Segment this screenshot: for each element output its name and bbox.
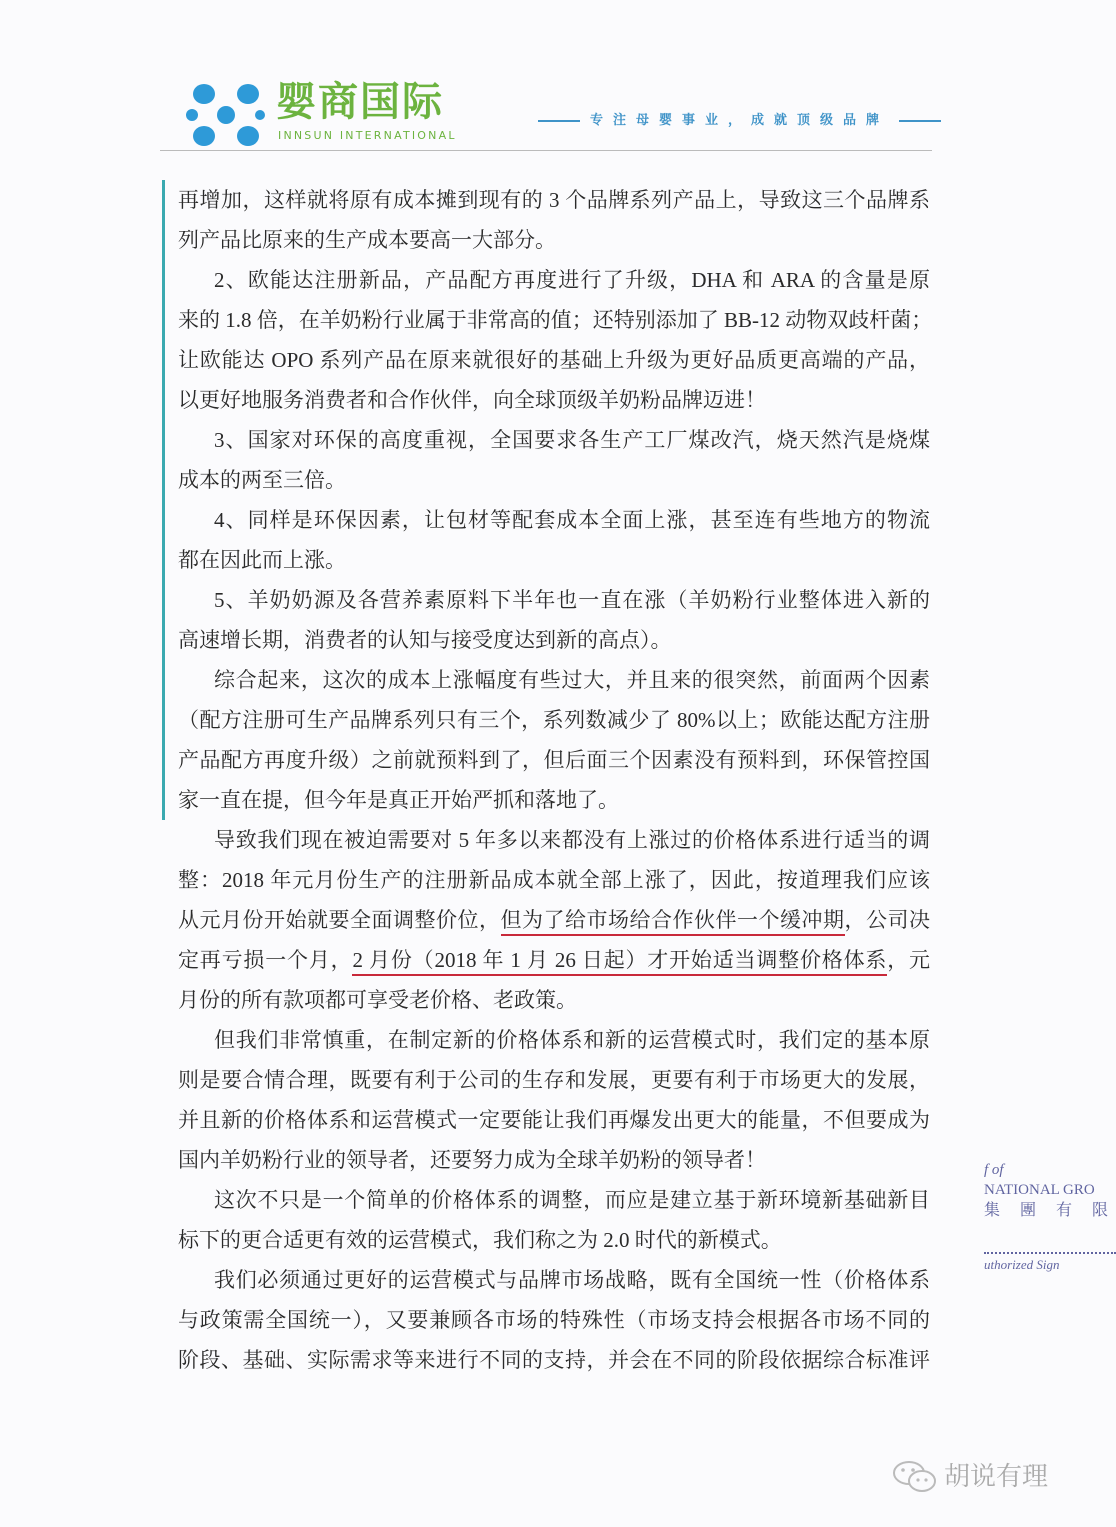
line-text: ，元 — [887, 948, 931, 972]
line-text: 家一直在提，但今年是真正开始严抓和落地了。 — [178, 788, 619, 812]
text-line — [178, 900, 930, 940]
line-text: 都在因此而上涨。 — [178, 548, 346, 572]
line-text: 国内羊奶粉行业的领导者，还要努力成为全球羊奶粉的领导者！ — [178, 1148, 766, 1172]
line-text: 标下的更合适更有效的运营模式，我们称之为 2.0 时代的新模式。 — [178, 1228, 782, 1252]
text-line — [178, 500, 930, 540]
stamp-line: f of — [984, 1162, 1004, 1178]
line-text: 从元月份开始就要全面调整价位， — [178, 908, 501, 932]
line-text: 高速增长期，消费者的认知与接受度达到新的高点）。 — [178, 628, 672, 652]
line-text: 综合起来，这次的成本上涨幅度有些过大，并且来的很突然，前面两个因素 — [214, 668, 930, 692]
line-text: 再增加，这样就将原有成本摊到现有的 3 个品牌系列产品上，导致这三个品牌系 — [178, 188, 930, 212]
signature-label: uthorized Sign — [984, 1252, 1116, 1274]
line-text: 4、同样是环保因素，让包材等配套成本全面上涨，甚至连有些地方的物流 — [214, 508, 930, 532]
underlined-text: 2 月份（2018 年 1 月 26 日起）才开始适当调整价格体系 — [352, 948, 887, 976]
text-line — [178, 540, 930, 580]
text-line — [178, 420, 930, 460]
text-line — [178, 1220, 930, 1260]
text-line — [178, 340, 930, 380]
line-text: 5、羊奶奶源及各营养素原料下半年也一直在涨（羊奶粉行业整体进入新的 — [214, 588, 930, 612]
slogan — [528, 112, 951, 130]
divider — [538, 120, 580, 122]
text-line — [178, 1340, 930, 1380]
text-line — [178, 1060, 930, 1100]
watermark-text: 胡说有理 — [944, 1462, 1049, 1492]
text-line — [178, 820, 930, 860]
line-text: 产品配方再度升级）之前就预料到了，但后面三个因素没有预料到，环保管控国 — [178, 748, 930, 772]
line-text: 月份的所有款项都可享受老价格、老政策。 — [178, 988, 577, 1012]
line-text: 2、欧能达注册新品，产品配方再度进行了升级，DHA 和 ARA 的含量是原 — [214, 268, 930, 292]
line-text: 列产品比原来的生产成本要高一大部分。 — [178, 228, 556, 252]
line-text: 但我们非常慎重，在制定新的价格体系和新的运营模式时，我们定的基本原 — [214, 1028, 930, 1052]
text-line — [178, 180, 930, 220]
text-line — [178, 740, 930, 780]
text-line — [178, 1300, 930, 1340]
text-line — [178, 260, 930, 300]
text-line — [178, 620, 930, 660]
text-line — [178, 1100, 930, 1140]
innsun-logo-icon — [186, 80, 266, 150]
text-line — [178, 1140, 930, 1180]
text-line — [178, 580, 930, 620]
line-text: 成本的两至三倍。 — [178, 468, 346, 492]
text-line — [178, 460, 930, 500]
text-line — [178, 980, 930, 1020]
header-rule — [160, 150, 932, 151]
line-text: 并且新的价格体系和运营模式一定要能让我们再爆发出更大的能量，不但要成为 — [178, 1108, 930, 1132]
text-line — [178, 1020, 930, 1060]
text-line — [178, 940, 930, 980]
text-line — [178, 220, 930, 260]
text-line — [178, 300, 933, 340]
line-text: 3、国家对环保的高度重视，全国要求各生产工厂煤改汽，烧天然汽是烧煤 — [214, 428, 930, 452]
text-line — [178, 1180, 930, 1220]
slogan-text: 专注母婴事业，成就顶级品牌 — [590, 113, 890, 128]
line-text: （配方注册可生产品牌系列只有三个，系列数减少了 80%以上；欧能达配方注册 — [178, 708, 930, 732]
text-line — [178, 700, 930, 740]
wechat-icon — [892, 1460, 938, 1494]
line-text: 整：2018 年元月份生产的注册新品成本就全部上涨了，因此，按道理我们应该 — [178, 868, 930, 892]
text-line — [178, 780, 930, 820]
margin-bar — [162, 180, 165, 820]
line-text: ，公司决 — [844, 908, 930, 932]
line-text: 我们必须通过更好的运营模式与品牌市场战略，既有全国统一性（价格体系 — [214, 1268, 930, 1292]
line-text: 来的 1.8 倍，在羊奶粉行业属于非常高的值；还特别添加了 BB-12 动物双歧杆菌； — [178, 308, 933, 332]
text-line — [178, 860, 930, 900]
company-stamp — [984, 1160, 1116, 1274]
line-text: 这次不只是一个简单的价格体系的调整，而应是建立基于新环境新基础新目 — [214, 1188, 930, 1212]
line-text: 则是要合情合理，既要有利于公司的生存和发展，更要有利于市场更大的发展， — [178, 1068, 930, 1092]
line-text: 与政策需全国统一），又要兼顾各市场的特殊性（市场支持会根据各市场不同的 — [178, 1308, 930, 1332]
underlined-text: 但为了给市场给合作伙伴一个缓冲期 — [501, 908, 845, 936]
line-text: 以更好地服务消费者和合作伙伴，向全球顶级羊奶粉品牌迈进！ — [178, 388, 766, 412]
stamp-line: NATIONAL GRO — [984, 1182, 1095, 1198]
divider — [899, 120, 941, 122]
text-line — [178, 380, 930, 420]
stamp-line: 集 團 有 限 — [984, 1202, 1116, 1219]
line-text: 定再亏损一个月， — [178, 948, 353, 972]
line-text: 导致我们现在被迫需要对 5 年多以来都没有上涨过的价格体系进行适当的调 — [214, 828, 930, 852]
line-text: 让欧能达 OPO 系列产品在原来就很好的基础上升级为更好品质更高端的产品， — [178, 348, 930, 372]
text-line — [178, 1260, 930, 1300]
brand-name-cn: 婴商国际 — [276, 79, 444, 125]
brand-name-en: INNSUN INTERNATIONAL — [278, 129, 457, 142]
text-line — [178, 660, 930, 700]
line-text: 阶段、基础、实际需求等来进行不同的支持，并会在不同的阶段依据综合标准评 — [178, 1348, 930, 1372]
watermark — [892, 1460, 1048, 1494]
